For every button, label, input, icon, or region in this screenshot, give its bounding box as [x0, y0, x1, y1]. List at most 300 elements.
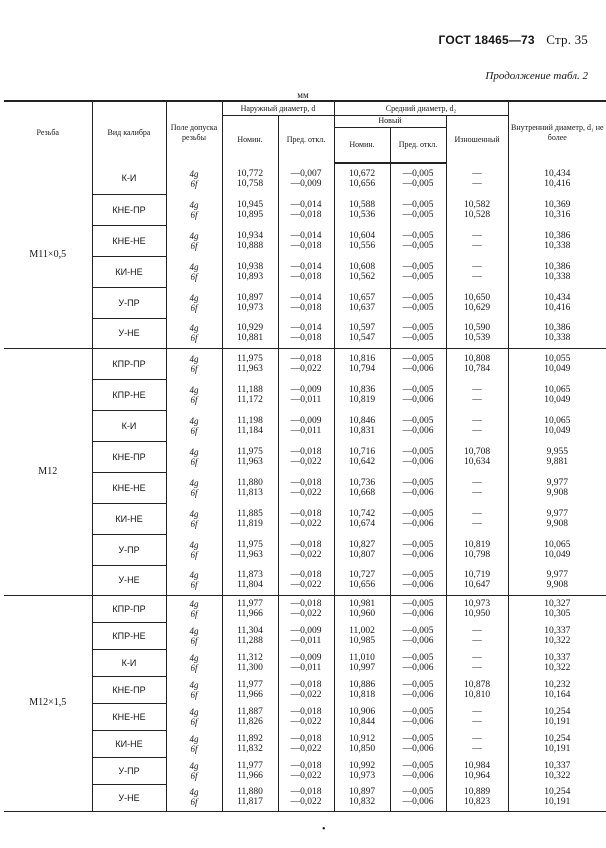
- od-nom-value-1: 10,934: [236, 230, 264, 241]
- pd-nom-value-1: 10,736: [348, 477, 376, 488]
- worn-value-2: 10,784: [463, 363, 491, 374]
- tol-value-1: 4g: [189, 652, 199, 663]
- worn-value-2: —: [472, 240, 482, 251]
- pd-nom-value-2: 10,832: [348, 797, 376, 808]
- od-deviation-cell: [278, 379, 334, 410]
- worn-value-2: 10,634: [463, 456, 491, 467]
- tol-value-2: 6f: [190, 209, 198, 220]
- header-outer-diameter: Наружный диаметр, d: [222, 101, 334, 115]
- worn-cell: [446, 757, 508, 784]
- od-nominal-cell: [222, 256, 278, 287]
- pd-deviation-cell: [390, 225, 446, 256]
- gauge-type-cell: У-НЕ: [92, 318, 166, 348]
- pd-nom-value-1: 10,886: [348, 679, 376, 690]
- pd-nom-value-1: 10,672: [348, 169, 376, 179]
- gauge-type-cell: КНЕ-НЕ: [92, 225, 166, 256]
- tol-value-1: 4g: [189, 569, 199, 580]
- worn-cell: [446, 534, 508, 565]
- pd-nom-value-2: 10,997: [348, 662, 376, 673]
- inner-diameter-cell: [508, 649, 606, 676]
- tol-value-2: 6f: [190, 518, 198, 529]
- pd-deviation-cell: [390, 649, 446, 676]
- worn-value-2: 10,950: [463, 608, 491, 619]
- od-dev-value-2: —0,011: [290, 662, 322, 673]
- worn-value-2: 10,823: [463, 797, 491, 808]
- header-new: Новый: [334, 115, 446, 127]
- inner-diameter-cell: [508, 534, 606, 565]
- worn-value-1: 10,878: [463, 679, 491, 690]
- pd-dev-value-1: —0,005: [402, 353, 434, 364]
- inner-diameter-cell: [508, 503, 606, 534]
- pd-nom-value-1: 10,836: [348, 384, 376, 395]
- worn-value-2: 10,798: [463, 549, 491, 560]
- table-row: [4, 534, 606, 565]
- pd-dev-value-1: —0,005: [402, 569, 434, 580]
- table-row: [4, 318, 606, 348]
- thread-designation: M12: [4, 348, 92, 595]
- pd-dev-value-2: —0,006: [402, 394, 434, 405]
- tolerance-cell: [166, 441, 222, 472]
- od-nom-value-1: 10,938: [236, 261, 264, 272]
- worn-cell: [446, 194, 508, 225]
- inner-value-1: 10,065: [544, 384, 571, 395]
- od-nom-value-2: 11,826: [237, 716, 263, 727]
- page-header: [438, 32, 588, 48]
- pd-nom-value-2: 10,850: [348, 743, 376, 754]
- inner-value-2: 10,049: [544, 363, 571, 374]
- inner-value-1: 10,254: [544, 733, 571, 744]
- pd-dev-value-2: —0,006: [402, 689, 434, 700]
- tolerance-cell: [166, 622, 222, 649]
- od-deviation-cell: [278, 565, 334, 595]
- pd-nominal-cell: [334, 534, 390, 565]
- pd-nom-value-1: 10,912: [348, 733, 376, 744]
- tol-value-2: 6f: [190, 608, 198, 619]
- tol-value-1: 4g: [189, 230, 199, 241]
- pd-nom-value-2: 10,656: [348, 179, 376, 189]
- pd-nom-value-1: 10,657: [348, 292, 376, 303]
- od-nominal-cell: [222, 379, 278, 410]
- pd-nom-value-2: 10,547: [348, 332, 376, 343]
- worn-cell: [446, 441, 508, 472]
- od-nom-value-1: 11,304: [237, 625, 263, 636]
- gauge-type-cell: У-ПР: [92, 287, 166, 318]
- od-nom-value-2: 11,966: [237, 608, 263, 619]
- od-dev-value-1: —0,018: [290, 477, 322, 488]
- worn-cell: [446, 379, 508, 410]
- inner-value-2: 10,338: [544, 271, 571, 282]
- gauge-type-cell: К-И: [92, 649, 166, 676]
- table-body: [4, 163, 606, 811]
- pd-dev-value-2: —0,006: [402, 549, 434, 560]
- pd-dev-value-2: —0,005: [402, 332, 434, 343]
- pd-dev-value-2: —0,006: [402, 425, 434, 436]
- od-nom-value-2: 11,813: [237, 487, 263, 498]
- inner-value-2: 9,908: [546, 518, 568, 529]
- od-nominal-cell: [222, 441, 278, 472]
- inner-value-1: 10,337: [544, 652, 571, 663]
- inner-value-2: 10,049: [544, 549, 571, 560]
- inner-value-2: 10,322: [544, 770, 571, 781]
- od-nom-value-2: 11,963: [237, 456, 263, 467]
- table-row: [4, 287, 606, 318]
- worn-value-2: 10,964: [463, 770, 491, 781]
- od-deviation-cell: [278, 757, 334, 784]
- worn-cell: [446, 503, 508, 534]
- od-dev-value-1: —0,009: [290, 415, 322, 426]
- pd-deviation-cell: [390, 784, 446, 811]
- table-row: [4, 703, 606, 730]
- od-nominal-cell: [222, 163, 278, 194]
- pd-nominal-cell: [334, 348, 390, 379]
- inner-diameter-cell: [508, 410, 606, 441]
- tolerance-cell: [166, 379, 222, 410]
- od-dev-value-2: —0,018: [290, 302, 322, 313]
- gauge-type-cell: У-НЕ: [92, 784, 166, 811]
- od-dev-value-1: —0,014: [290, 199, 322, 210]
- tol-value-2: 6f: [190, 394, 198, 405]
- pd-dev-value-1: —0,005: [402, 679, 434, 690]
- od-deviation-cell: [278, 163, 334, 194]
- od-nom-value-1: 11,887: [237, 706, 263, 717]
- worn-value-1: 10,708: [463, 446, 491, 457]
- header-od-nominal: Номин.: [222, 115, 278, 163]
- inner-value-1: 10,065: [544, 415, 571, 426]
- od-dev-value-1: —0,009: [290, 652, 322, 663]
- od-nominal-cell: [222, 649, 278, 676]
- pd-deviation-cell: [390, 163, 446, 194]
- worn-value-2: 10,528: [463, 209, 491, 220]
- tol-value-1: 4g: [189, 598, 199, 609]
- worn-value-1: 10,719: [463, 569, 491, 580]
- od-nom-value-1: 11,975: [237, 539, 263, 550]
- pd-nom-value-1: 10,597: [348, 322, 376, 333]
- tol-value-2: 6f: [190, 456, 198, 467]
- table-row: [4, 676, 606, 703]
- pd-nom-value-1: 11,002: [349, 625, 375, 636]
- od-deviation-cell: [278, 410, 334, 441]
- inner-value-1: 10,369: [544, 199, 571, 210]
- tol-value-1: 4g: [189, 292, 199, 303]
- inner-value-2: 10,322: [544, 635, 571, 646]
- od-nom-value-2: 11,184: [237, 425, 263, 436]
- tol-value-1: 4g: [189, 168, 199, 179]
- inner-value-2: 10,191: [544, 716, 571, 727]
- pd-dev-value-1: —0,005: [402, 760, 434, 771]
- inner-value-1: 10,434: [544, 292, 571, 303]
- od-dev-value-2: —0,018: [290, 271, 322, 282]
- tol-value-1: 4g: [189, 625, 199, 636]
- worn-cell: [446, 472, 508, 503]
- tol-value-2: 6f: [190, 425, 198, 436]
- od-dev-value-2: —0,022: [290, 743, 322, 754]
- pd-dev-value-2: —0,006: [402, 579, 434, 590]
- gauge-type-cell: КИ-НЕ: [92, 503, 166, 534]
- table-row: [4, 649, 606, 676]
- header-pd-nominal: Номин.: [334, 127, 390, 163]
- pd-nom-value-2: 10,556: [348, 240, 376, 251]
- tolerance-cell: [166, 784, 222, 811]
- worn-cell: [446, 676, 508, 703]
- inner-diameter-cell: [508, 163, 606, 194]
- gauge-type-cell: КНЕ-ПР: [92, 676, 166, 703]
- pd-deviation-cell: [390, 194, 446, 225]
- pd-nominal-cell: [334, 163, 390, 194]
- tol-value-2: 6f: [190, 743, 198, 754]
- pd-nom-value-2: 10,536: [348, 209, 376, 220]
- tol-value-2: 6f: [190, 178, 198, 189]
- worn-cell: [446, 318, 508, 348]
- od-nominal-cell: [222, 730, 278, 757]
- pd-dev-value-2: —0,006: [402, 608, 434, 619]
- inner-value-1: 10,337: [544, 760, 571, 771]
- pd-dev-value-1: —0,005: [402, 508, 434, 519]
- pd-nom-value-1: 10,816: [348, 353, 376, 364]
- pd-nom-value-2: 10,656: [348, 579, 376, 590]
- od-nom-value-1: 11,188: [237, 384, 263, 395]
- tol-value-2: 6f: [190, 302, 198, 313]
- worn-cell: [446, 348, 508, 379]
- od-dev-value-1: —0,018: [290, 569, 322, 580]
- tol-value-1: 4g: [189, 679, 199, 690]
- od-nom-value-2: 11,804: [237, 579, 263, 590]
- tol-value-2: 6f: [190, 662, 198, 673]
- inner-diameter-cell: [508, 757, 606, 784]
- od-nom-value-1: 11,880: [237, 787, 263, 798]
- pd-nom-value-1: 10,846: [348, 415, 376, 426]
- od-dev-value-2: —0,022: [290, 487, 322, 498]
- pd-dev-value-1: —0,005: [402, 787, 434, 798]
- worn-cell: [446, 287, 508, 318]
- tol-value-1: 4g: [189, 415, 199, 426]
- pd-nom-value-1: 10,981: [348, 598, 376, 609]
- pd-deviation-cell: [390, 622, 446, 649]
- od-deviation-cell: [278, 318, 334, 348]
- pd-nom-value-1: 11,010: [349, 652, 375, 663]
- pd-deviation-cell: [390, 730, 446, 757]
- pd-dev-value-1: —0,005: [402, 199, 434, 210]
- table-row: [4, 503, 606, 534]
- od-deviation-cell: [278, 784, 334, 811]
- worn-value-1: 10,650: [463, 292, 491, 303]
- inner-value-1: 10,232: [544, 679, 571, 690]
- tol-value-2: 6f: [190, 549, 198, 560]
- inner-value-1: 9,955: [546, 446, 568, 457]
- tol-value-2: 6f: [190, 770, 198, 781]
- od-dev-value-2: —0,018: [290, 209, 322, 220]
- inner-value-2: 10,164: [544, 689, 571, 700]
- header-inner-diameter: Внутренний диаметр, d₁ не более: [508, 101, 606, 163]
- pd-deviation-cell: [390, 441, 446, 472]
- header-worn: Изношенный: [446, 115, 508, 163]
- od-nom-value-1: 10,929: [236, 322, 264, 333]
- od-deviation-cell: [278, 194, 334, 225]
- worn-cell: [446, 256, 508, 287]
- gauge-type-cell: КНЕ-ПР: [92, 194, 166, 225]
- tolerance-cell: [166, 256, 222, 287]
- table-row: [4, 757, 606, 784]
- inner-value-1: 10,065: [544, 539, 571, 550]
- inner-value-1: 10,434: [544, 168, 571, 179]
- od-nom-value-2: 11,963: [237, 549, 263, 560]
- tol-value-1: 4g: [189, 261, 199, 272]
- inner-diameter-cell: [508, 784, 606, 811]
- tolerance-cell: [166, 595, 222, 622]
- header-thread: Резьба: [4, 101, 92, 163]
- worn-value-1: 10,590: [463, 322, 491, 333]
- pd-dev-value-1: —0,005: [402, 446, 434, 457]
- pd-nom-value-1: 10,906: [348, 706, 376, 717]
- gauge-type-cell: КИ-НЕ: [92, 730, 166, 757]
- tolerance-cell: [166, 703, 222, 730]
- gauge-type-cell: КПР-НЕ: [92, 622, 166, 649]
- od-nom-value-2: 10,881: [236, 332, 264, 343]
- gauge-type-cell: У-НЕ: [92, 565, 166, 595]
- page-mark: •: [322, 824, 326, 835]
- worn-cell: [446, 649, 508, 676]
- worn-cell: [446, 410, 508, 441]
- inner-diameter-cell: [508, 595, 606, 622]
- pd-nominal-cell: [334, 379, 390, 410]
- standard-number: ГОСТ 18465—73: [438, 33, 535, 47]
- pd-nom-value-2: 10,831: [348, 425, 376, 436]
- pd-nom-value-2: 10,562: [348, 271, 376, 282]
- pd-deviation-cell: [390, 595, 446, 622]
- od-nom-value-1: 10,897: [236, 292, 264, 303]
- inner-diameter-cell: [508, 225, 606, 256]
- inner-value-2: 10,049: [544, 394, 571, 405]
- pd-nominal-cell: [334, 318, 390, 348]
- worn-cell: [446, 784, 508, 811]
- inner-value-2: 10,191: [544, 743, 571, 754]
- pd-nominal-cell: [334, 225, 390, 256]
- tol-value-2: 6f: [190, 635, 198, 646]
- od-dev-value-2: —0,022: [290, 363, 322, 374]
- worn-value-1: 10,808: [463, 353, 491, 364]
- od-deviation-cell: [278, 622, 334, 649]
- od-dev-value-2: —0,018: [290, 240, 322, 251]
- od-deviation-cell: [278, 256, 334, 287]
- tol-value-2: 6f: [190, 487, 198, 498]
- od-dev-value-2: —0,022: [290, 579, 322, 590]
- inner-value-1: 10,327: [544, 598, 571, 609]
- tol-value-1: 4g: [189, 322, 199, 333]
- od-dev-value-1: —0,018: [290, 508, 322, 519]
- od-deviation-cell: [278, 348, 334, 379]
- pd-dev-value-1: —0,005: [402, 733, 434, 744]
- tol-value-1: 4g: [189, 706, 199, 717]
- pd-nom-value-2: 10,985: [348, 635, 376, 646]
- pd-dev-value-2: —0,006: [402, 487, 434, 498]
- od-dev-value-1: —0,014: [290, 322, 322, 333]
- inner-value-2: 10,191: [544, 797, 571, 808]
- tolerance-cell: [166, 194, 222, 225]
- inner-diameter-cell: [508, 318, 606, 348]
- pd-nominal-cell: [334, 595, 390, 622]
- pd-nominal-cell: [334, 676, 390, 703]
- worn-value-1: 10,582: [463, 199, 491, 210]
- od-nominal-cell: [222, 194, 278, 225]
- od-dev-value-1: —0,014: [290, 230, 322, 241]
- gauge-type-cell: КПР-ПР: [92, 595, 166, 622]
- od-dev-value-1: —0,007: [290, 168, 322, 179]
- od-deviation-cell: [278, 503, 334, 534]
- inner-diameter-cell: [508, 703, 606, 730]
- tol-value-1: 4g: [189, 199, 199, 210]
- od-dev-value-1: —0,014: [290, 261, 322, 272]
- pd-deviation-cell: [390, 379, 446, 410]
- pd-dev-value-1: —0,005: [402, 539, 434, 550]
- inner-diameter-cell: [508, 472, 606, 503]
- worn-value-2: 10,647: [463, 579, 491, 590]
- pd-deviation-cell: [390, 703, 446, 730]
- pd-nom-value-1: 10,827: [348, 539, 376, 550]
- od-nom-value-2: 10,893: [236, 271, 264, 282]
- od-nominal-cell: [222, 622, 278, 649]
- od-nom-value-2: 10,758: [236, 178, 264, 189]
- tolerance-cell: [166, 225, 222, 256]
- od-nominal-cell: [222, 784, 278, 811]
- pd-dev-value-1: —0,005: [402, 322, 434, 333]
- od-dev-value-2: —0,022: [290, 549, 322, 560]
- od-nom-value-2: 11,172: [237, 394, 263, 405]
- tol-value-2: 6f: [190, 332, 198, 343]
- pd-nom-value-2: 10,960: [348, 608, 376, 619]
- worn-value-2: —: [472, 716, 482, 727]
- pd-nominal-cell: [334, 622, 390, 649]
- od-nominal-cell: [222, 534, 278, 565]
- header-od-deviation: Пред. откл.: [278, 115, 334, 163]
- inner-diameter-cell: [508, 194, 606, 225]
- od-dev-value-1: —0,018: [290, 353, 322, 364]
- worn-value-2: 10,539: [463, 332, 491, 343]
- od-deviation-cell: [278, 225, 334, 256]
- od-nominal-cell: [222, 287, 278, 318]
- od-nom-value-1: 11,312: [237, 652, 263, 663]
- table-row: [4, 225, 606, 256]
- inner-value-2: 10,049: [544, 425, 571, 436]
- od-dev-value-2: —0,009: [290, 178, 322, 189]
- tol-value-2: 6f: [190, 240, 198, 251]
- worn-value-2: 10,810: [463, 689, 491, 700]
- inner-value-2: 9,881: [546, 456, 568, 467]
- od-nominal-cell: [222, 565, 278, 595]
- tol-value-1: 4g: [189, 760, 199, 771]
- od-dev-value-1: —0,018: [290, 446, 322, 457]
- od-deviation-cell: [278, 472, 334, 503]
- inner-value-2: 10,338: [544, 332, 571, 343]
- table-row: [4, 730, 606, 757]
- inner-diameter-cell: [508, 676, 606, 703]
- tol-value-1: 4g: [189, 384, 199, 395]
- od-nom-value-1: 11,977: [237, 679, 263, 690]
- tolerance-cell: [166, 348, 222, 379]
- inner-value-1: 10,386: [544, 322, 571, 333]
- worn-value-1: 10,819: [463, 539, 491, 550]
- od-dev-value-1: —0,018: [290, 733, 322, 744]
- tolerance-cell: [166, 163, 222, 194]
- pd-nominal-cell: [334, 730, 390, 757]
- tolerance-cell: [166, 472, 222, 503]
- tolerance-cell: [166, 757, 222, 784]
- pd-nominal-cell: [334, 503, 390, 534]
- inner-value-2: 10,416: [544, 302, 571, 313]
- od-nominal-cell: [222, 595, 278, 622]
- gauge-type-cell: КПР-ПР: [92, 348, 166, 379]
- od-deviation-cell: [278, 595, 334, 622]
- od-deviation-cell: [278, 676, 334, 703]
- od-nom-value-2: 11,817: [237, 797, 263, 808]
